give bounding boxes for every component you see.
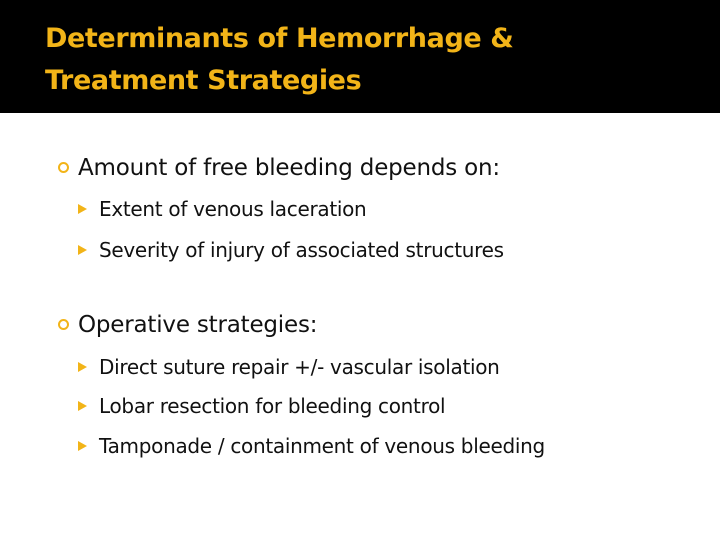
triangle-bullet-icon bbox=[78, 401, 87, 411]
slide-title bbox=[45, 18, 685, 102]
bullet-text: Operative strategies: bbox=[78, 312, 318, 338]
sub-bullet-associated-structures bbox=[78, 236, 504, 264]
sub-bullet-text: Extent of venous laceration bbox=[99, 197, 367, 221]
sub-bullet-text: Direct suture repair +/- vascular isolation bbox=[99, 355, 500, 379]
sub-bullet-venous-laceration bbox=[78, 195, 366, 223]
slide-title-line-1: Determinants of Hemorrhage & bbox=[45, 23, 514, 54]
slide-title-line-2: Treatment Strategies bbox=[45, 65, 362, 96]
sub-bullet-suture-repair bbox=[78, 353, 500, 381]
sub-bullet-text: Severity of injury of associated structures bbox=[99, 238, 504, 262]
bullet-operative-strategies bbox=[58, 310, 317, 340]
sub-bullet-lobar-resection bbox=[78, 392, 445, 420]
triangle-bullet-icon bbox=[78, 362, 87, 372]
triangle-bullet-icon bbox=[78, 441, 87, 451]
hollow-circle-bullet-icon bbox=[58, 319, 69, 330]
title-bar bbox=[0, 0, 720, 113]
hollow-circle-bullet-icon bbox=[58, 162, 69, 173]
triangle-bullet-icon bbox=[78, 204, 87, 214]
triangle-bullet-icon bbox=[78, 245, 87, 255]
sub-bullet-tamponade bbox=[78, 432, 545, 460]
sub-bullet-text: Tamponade / containment of venous bleeding bbox=[99, 434, 545, 458]
sub-bullet-text: Lobar resection for bleeding control bbox=[99, 394, 446, 418]
bullet-text: Amount of free bleeding depends on: bbox=[78, 155, 500, 181]
bullet-amount-of-bleeding bbox=[58, 153, 500, 183]
